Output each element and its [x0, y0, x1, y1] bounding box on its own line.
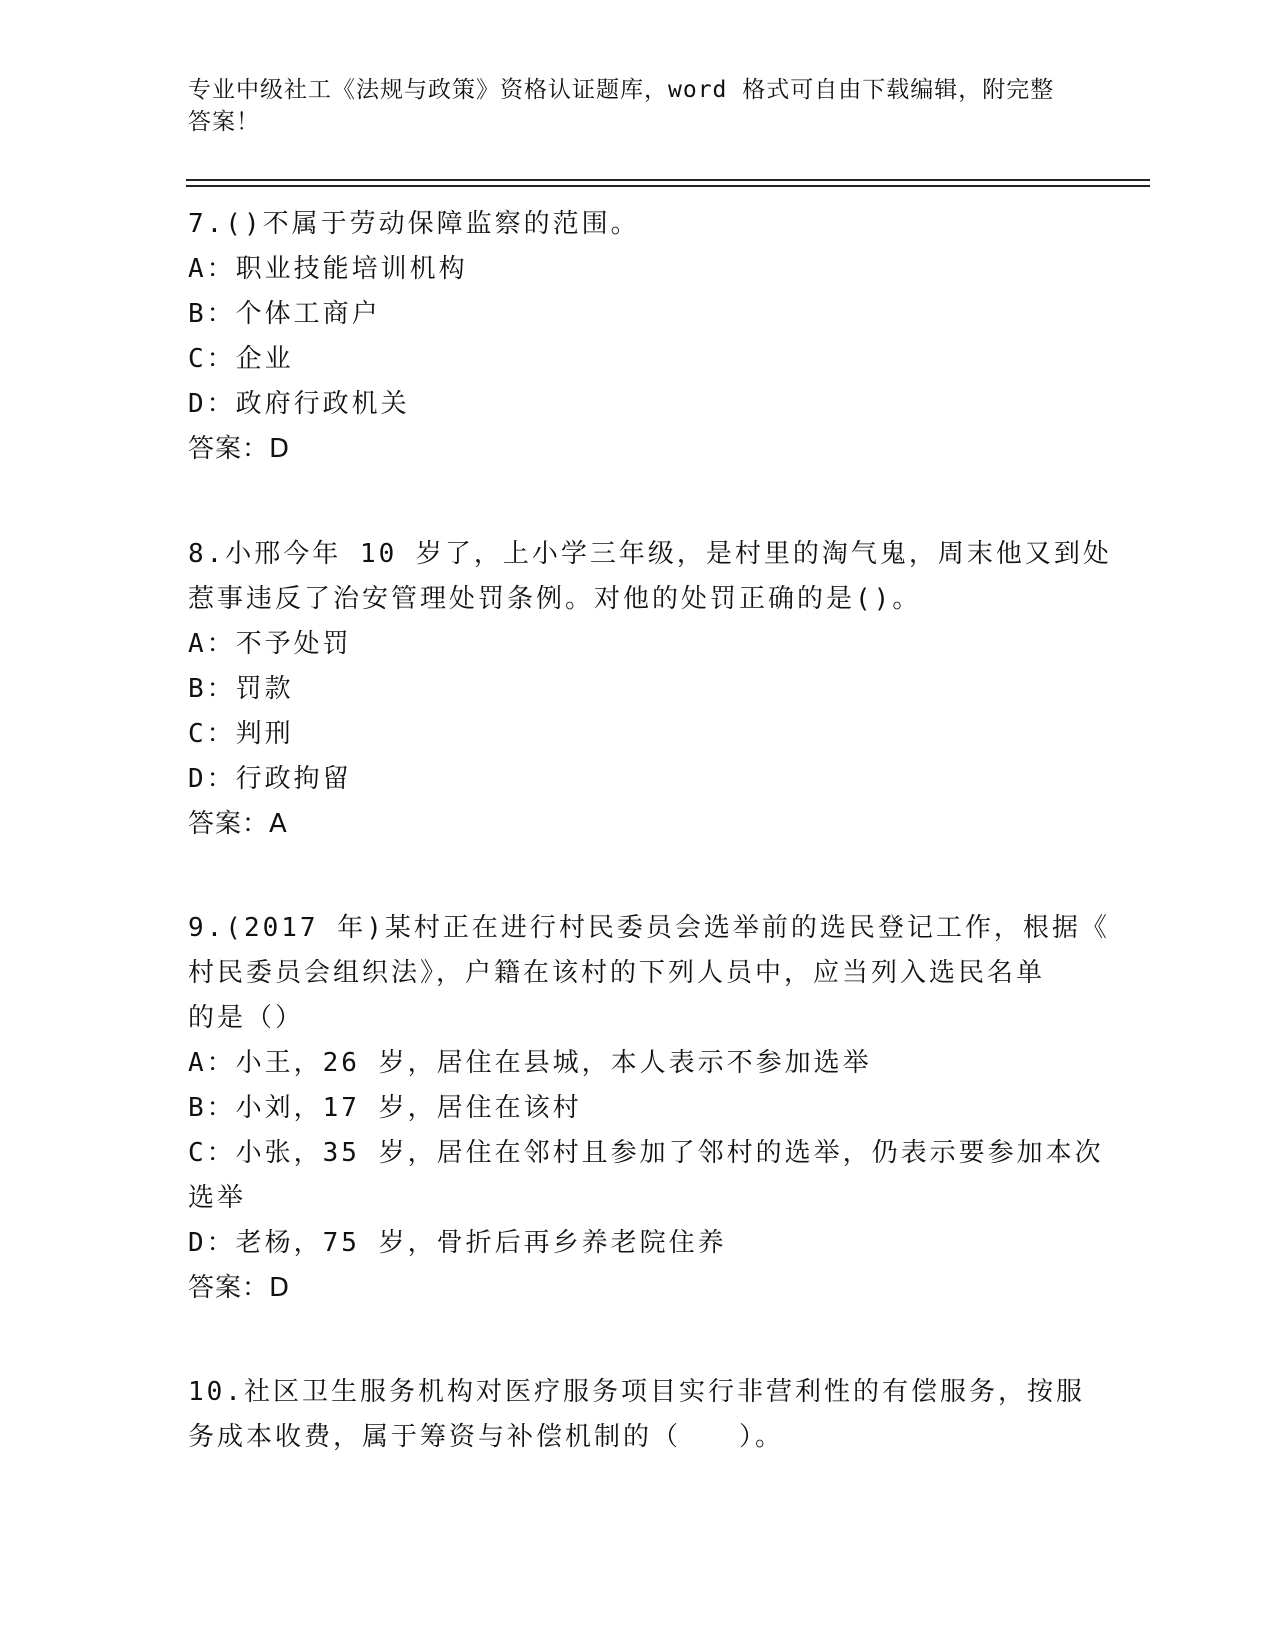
option-b: B：个体工商户 — [188, 299, 381, 329]
question-8 — [188, 532, 1112, 847]
question-10 — [188, 1370, 1088, 1460]
question-stem: 村民委员会组织法》，户籍在该村的下列人员中，应当列入选民名单 — [188, 958, 1046, 988]
question-stem: 10.社区卫生服务机构对医疗服务项目实行非营利性的有偿服务，按服 — [188, 1377, 1085, 1407]
question-stem: 惹事违反了治安管理处罚条例。对他的处罚正确的是()。 — [188, 584, 922, 614]
question-7 — [188, 202, 1088, 472]
option-a: A：不予处罚 — [188, 629, 352, 659]
option-b: B：小刘，17 岁，居住在该村 — [188, 1093, 582, 1123]
question-9 — [188, 906, 1110, 1311]
header-divider-top — [186, 179, 1150, 181]
option-d: D：老杨，75 岁，骨折后再乡养老院住养 — [188, 1228, 727, 1258]
header-line-2: 答案！ — [188, 109, 260, 135]
question-stem: 务成本收费，属于筹资与补偿机制的（ ）。 — [188, 1422, 785, 1452]
option-c: C：判刑 — [188, 719, 294, 749]
answer: 答案：D — [188, 434, 291, 464]
question-stem: 8.小邢今年 10 岁了，上小学三年级，是村里的淘气鬼，周末他又到处 — [188, 539, 1112, 569]
question-stem: 9.(2017 年)某村正在进行村民委员会选举前的选民登记工作，根据《 — [188, 913, 1110, 943]
option-c: C：企业 — [188, 344, 294, 374]
question-stem: 的是（） — [188, 1003, 305, 1033]
answer: 答案：A — [188, 809, 288, 839]
option-b: B：罚款 — [188, 674, 294, 704]
header-line-1: 专业中级社工《法规与政策》资格认证题库，word 格式可自由下载编辑，附完整 — [188, 77, 1055, 103]
option-d: D：政府行政机关 — [188, 389, 410, 419]
document-header — [188, 74, 1068, 138]
answer: 答案：D — [188, 1273, 291, 1303]
option-c: C：小张，35 岁，居住在邻村且参加了邻村的选举，仍表示要参加本次 — [188, 1138, 1104, 1168]
option-a: A：小王，26 岁，居住在县城，本人表示不参加选举 — [188, 1048, 872, 1078]
question-stem: 7.()不属于劳动保障监察的范围。 — [188, 209, 640, 239]
header-divider-bottom — [186, 185, 1150, 187]
option-c-continued: 选举 — [188, 1183, 247, 1213]
option-a: A：职业技能培训机构 — [188, 254, 468, 284]
option-d: D：行政拘留 — [188, 764, 352, 794]
